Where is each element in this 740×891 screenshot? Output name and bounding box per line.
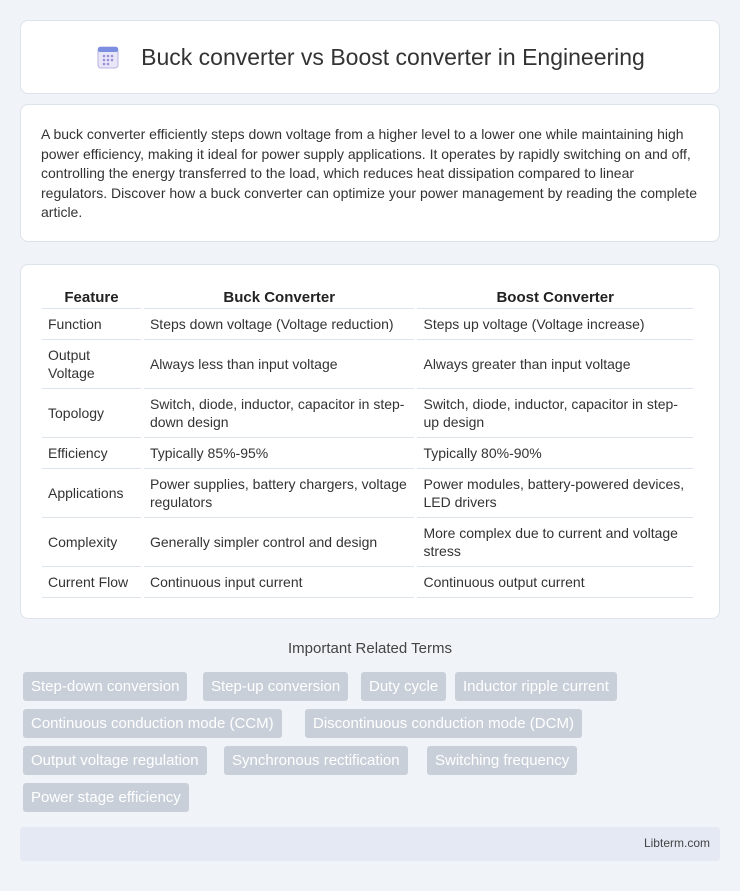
table-row (42, 340, 693, 389)
page-title: Buck converter vs Boost converter in Engineering (141, 43, 645, 70)
tag-ccm[interactable]: Continuous conduction mode (CCM) (23, 709, 282, 738)
footer (20, 827, 720, 861)
table-row (42, 309, 693, 340)
footer-site-link[interactable]: Libterm.com (643, 836, 710, 850)
comparison-table (39, 285, 696, 598)
cell-buck: Generally simpler control and design (144, 518, 415, 567)
document-calendar-icon (95, 44, 121, 70)
table-row (42, 389, 693, 438)
cell-feature: Topology (42, 389, 141, 438)
cell-boost: Steps up voltage (Voltage increase) (417, 309, 693, 340)
cell-buck: Typically 85%-95% (144, 438, 415, 469)
related-terms-title: Important Related Terms (288, 640, 452, 657)
cell-feature: Current Flow (42, 567, 141, 598)
cell-buck: Switch, diode, inductor, capacitor in step-down design (144, 389, 415, 438)
column-header-buck: Buck Converter (144, 285, 415, 309)
tag-power-stage-efficiency[interactable]: Power stage efficiency (23, 783, 189, 812)
intro-card (20, 104, 720, 242)
tag-inductor-ripple-current[interactable]: Inductor ripple current (455, 672, 617, 701)
table-row (42, 567, 693, 598)
cell-buck: Power supplies, battery chargers, voltage regulators (144, 469, 415, 518)
cell-feature: Efficiency (42, 438, 141, 469)
cell-feature: Output Voltage (42, 340, 141, 389)
cell-boost: Switch, diode, inductor, capacitor in step-up design (417, 389, 693, 438)
cell-feature: Complexity (42, 518, 141, 567)
tag-step-down-conversion[interactable]: Step-down conversion (23, 672, 187, 701)
title-card (20, 20, 720, 94)
tag-output-voltage-regulation[interactable]: Output voltage regulation (23, 746, 207, 775)
column-header-boost: Boost Converter (417, 285, 693, 309)
table-row (42, 438, 693, 469)
cell-boost: Continuous output current (417, 567, 693, 598)
comparison-table-card (20, 264, 720, 619)
tag-synchronous-rectification[interactable]: Synchronous rectification (224, 746, 408, 775)
cell-buck: Continuous input current (144, 567, 415, 598)
table-row (42, 518, 693, 567)
cell-boost: Power modules, battery-powered devices, LED drivers (417, 469, 693, 518)
cell-boost: Always greater than input voltage (417, 340, 693, 389)
tag-dcm[interactable]: Discontinuous conduction mode (DCM) (305, 709, 582, 738)
cell-buck: Always less than input voltage (144, 340, 415, 389)
tag-switching-frequency[interactable]: Switching frequency (427, 746, 577, 775)
column-header-feature: Feature (42, 285, 141, 309)
cell-boost: More complex due to current and voltage stress (417, 518, 693, 567)
cell-boost: Typically 80%-90% (417, 438, 693, 469)
tag-step-up-conversion[interactable]: Step-up conversion (203, 672, 348, 701)
table-row (42, 469, 693, 518)
cell-feature: Applications (42, 469, 141, 518)
tag-duty-cycle[interactable]: Duty cycle (361, 672, 446, 701)
cell-feature: Function (42, 309, 141, 340)
intro-text: A buck converter efficiently steps down voltage from a higher level to a lower one while maintaining high power efficiency, making it ideal for power supply applications. It operates by rapidly switching on and off, controlling the energy transferred to the load, which reduces heat dissipation compared to linear regulators. Discover how a buck converter can optimize your power management by reading the complete article. (41, 126, 697, 220)
cell-buck: Steps down voltage (Voltage reduction) (144, 309, 415, 340)
